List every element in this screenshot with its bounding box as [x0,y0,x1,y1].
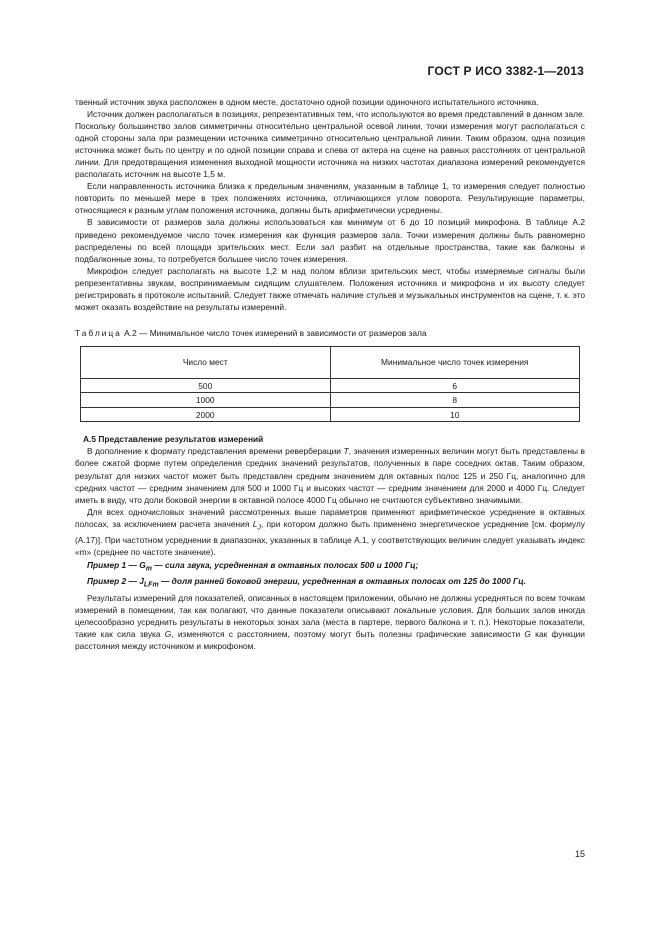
document-header-code: ГОСТ Р ИСО 3382-1—2013 [427,64,584,78]
table-cell-points: 10 [330,407,580,422]
section-title: А.5 Представление результатов измерений [83,434,264,445]
table-row [81,378,580,393]
example-2: Пример 2 — $J_{LFm}$ — доля ранней боковой энергии, усредненная в октавных полосах от 125 до 1000 Гц. [87,576,526,589]
page-number: 15 [575,849,586,859]
table-cell-seats: 500 [81,378,331,393]
paragraph-results-format: В дополнение к формату представления времени реверберации T, значения измеренных величин могут быть представлены в более сжатой форме путем определения средних значений результатов, полученных в паре соседних октав. Таким образом, результат для низких частот может быть представлен средним значением для октавных полос 125 и 250 Гц, аналогично для средних частот — средним значением для 500 и 1000 Гц и высоких частот — средним значением для 2000 и 4000 Гц. Следует иметь в виду, что доли боковой энергии в октавной полосе 4000 Гц обычно не считаются субъективно значимыми. [75,446,585,505]
document-body [75,96,585,652]
paragraph-source-positions: Источник должен располагаться в позициях, репрезентативных тем, что используются во время представлений в данном зале. Поскольку большинство залов симметричны относительно центральной осевой линии, точки измерения могут располагаться с одной стороны зала при размещении источника симметрично относительно центральной линии. Таким образом, одна позиция источника может быть по центру и по одной позиции справа и слева от актера на сцене на равных расстояниях от центральной линии. Для предотвращения изменения выходной мощности источника на низких частотах диапазона измерений рекомендуется располагать источник на высоте 1,5 м. [75,109,585,180]
paragraph-mic-positions: В зависимости от размеров зала должны использоваться как минимум от 6 до 10 позиций микрофона. В таблице А.2 приведено рекомендуемое число точек измерения как функция размеров зала. Точки измерения должны быть равномерно распределены по всей площади зрительских мест. Если зал разбит на отдельные пространства, такие как балконы и подбалконные зоны, то потребуется большее число точек измерения. [75,217,585,264]
paragraph-directivity: Если направленность источника близка к предельным значениям, указанным в таблице 1, то измерения следует полностью повторить по меньшей мере в трех положениях источника, отличающихся углом поворота. Результирующие параметры, относящиеся к разным углам положения источника, должны быть арифметически усреднены. [75,181,585,216]
column-header-seats: Число мест [81,346,331,378]
paragraph-source-single: твенный источник звука расположен в одном месте, достаточно одной позиции одиночного испытательного источника. [75,97,539,107]
table-caption-text: А.2 — Минимальное число точек измерений в зависимости от размеров зала [124,327,427,338]
table-row [81,407,580,422]
table-cell-seats: 1000 [81,393,331,408]
table-caption [75,327,585,339]
paragraph-results-local: Результаты измерений для показателей, описанных в настоящем приложении, обычно не должны усредняться по всем точкам измерений в помещении, так как полагают, что данные показатели описывают локальные условия. Для больших залов иногда целесообразно усреднить результаты в некоторых зонах зала (места в партере, первого балкона и т. п.). Некоторые показатели, такие как сила звука G, изменяются с расстоянием, поэтому могут быть полезны графические зависимости G как функции расстояния между источником и микрофоном. [75,592,585,652]
table-cell-points: 8 [330,393,580,408]
table-row [81,393,580,408]
example-1: Пример 1 — $G_m$ — сила звука, усредненная в октавных полосах 500 и 1000 Гц; [87,559,419,573]
paragraph-mic-height: Микрофон следует располагать на высоте 1,2 м над полом вблизи зрительских мест, чтобы измеряемые сигналы были репрезентативны звукам, воспринимаемым сидящим слушателем. Положения источника и микрофона и их высоту следует регистрировать в протоколе испытаний. Следует также отмечать наличие стульев и музыкальных инструментов на сцене, т. к. это может оказать воздействие на результаты измерений. [75,265,585,312]
table-cell-seats: 2000 [81,407,331,422]
paragraph-averaging: Для всех одночисловых значений рассмотренных выше параметров применяют арифметическое усреднение в октавных полосах, за исключением расчета значения $L_J$, при котором должно быть применено энергетическое усреднение [см. формулу (А.17)]. При частотном усреднении в диапазонах, указанных в таблице А.1, у соответствующих величин следует указывать индекс «m» (среднее по частоте значение). [75,506,585,558]
table-caption-label: Таблица [75,327,122,338]
table-header-row [81,346,580,378]
column-header-points: Минимальное число точек измерения [330,346,580,378]
seats-vs-points-table [80,346,580,423]
table-cell-points: 6 [330,378,580,393]
